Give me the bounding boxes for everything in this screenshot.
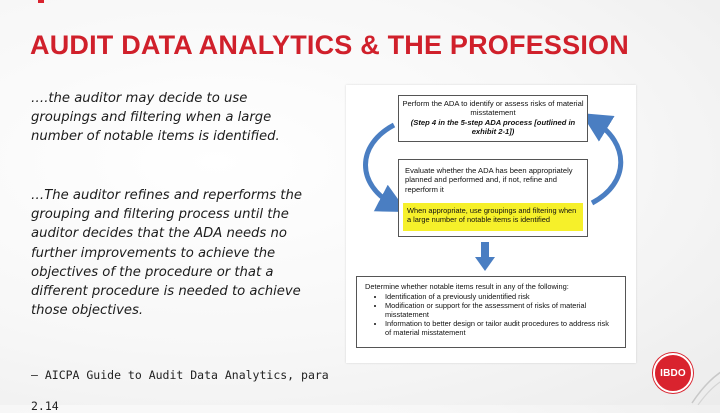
list-item: • Identification of a previously unidentified risk (385, 292, 617, 301)
citation-continuation: 2.14 (31, 399, 59, 413)
notable-items-list (365, 292, 617, 337)
perform-ada-text: Perform the ADA to identify or assess risks of material misstatement (402, 99, 584, 118)
perform-ada-subtext: (Step 4 in the 5-step ADA process [outlined in exhibit 2-1]) (410, 117, 576, 137)
ada-process-diagram (346, 85, 636, 363)
perform-ada-box (398, 95, 588, 142)
down-arrow-head (475, 257, 495, 271)
highlighted-groupings-text: When appropriate, use groupings and filtering when a large number of notable items is identified (403, 203, 583, 231)
top-accent-bar (38, 0, 44, 3)
left-cycle-arrow (366, 125, 395, 205)
notable-items-heading: Determine whether notable items result in any of the following: (365, 282, 569, 291)
evaluate-ada-text: Evaluate whether the ADA has been appropriately planned and performed and, if not, refine and reperform it (405, 166, 573, 194)
down-arrow-shaft (481, 242, 489, 258)
slide-title: AUDIT DATA ANALYTICS & THE PROFESSION (30, 30, 629, 60)
bdo-logo (653, 353, 693, 393)
list-item: • Modification or support for the assessment of risks of material misstatement (385, 301, 617, 319)
list-item: • Information to better design or tailor audit procedures to address risk of material misstatement (385, 319, 617, 337)
decorative-arc (690, 345, 720, 405)
logo-text: IBDO (660, 367, 686, 379)
notable-items-box (356, 276, 626, 348)
citation: – AICPA Guide to Audit Data Analytics, para (31, 368, 329, 382)
quote-refines: …The auditor refines and reperforms the grouping and filtering process until the auditor decides that the ADA needs no further improvements to achieve the objectives of the procedure or that a different procedure is needed to achieve those objectives. (31, 188, 302, 319)
evaluate-ada-box (398, 159, 588, 237)
quote-groupings: ….the auditor may decide to use groupings and filtering when a large number of notable items is identified. (31, 91, 280, 145)
right-cycle-arrow (592, 121, 621, 203)
